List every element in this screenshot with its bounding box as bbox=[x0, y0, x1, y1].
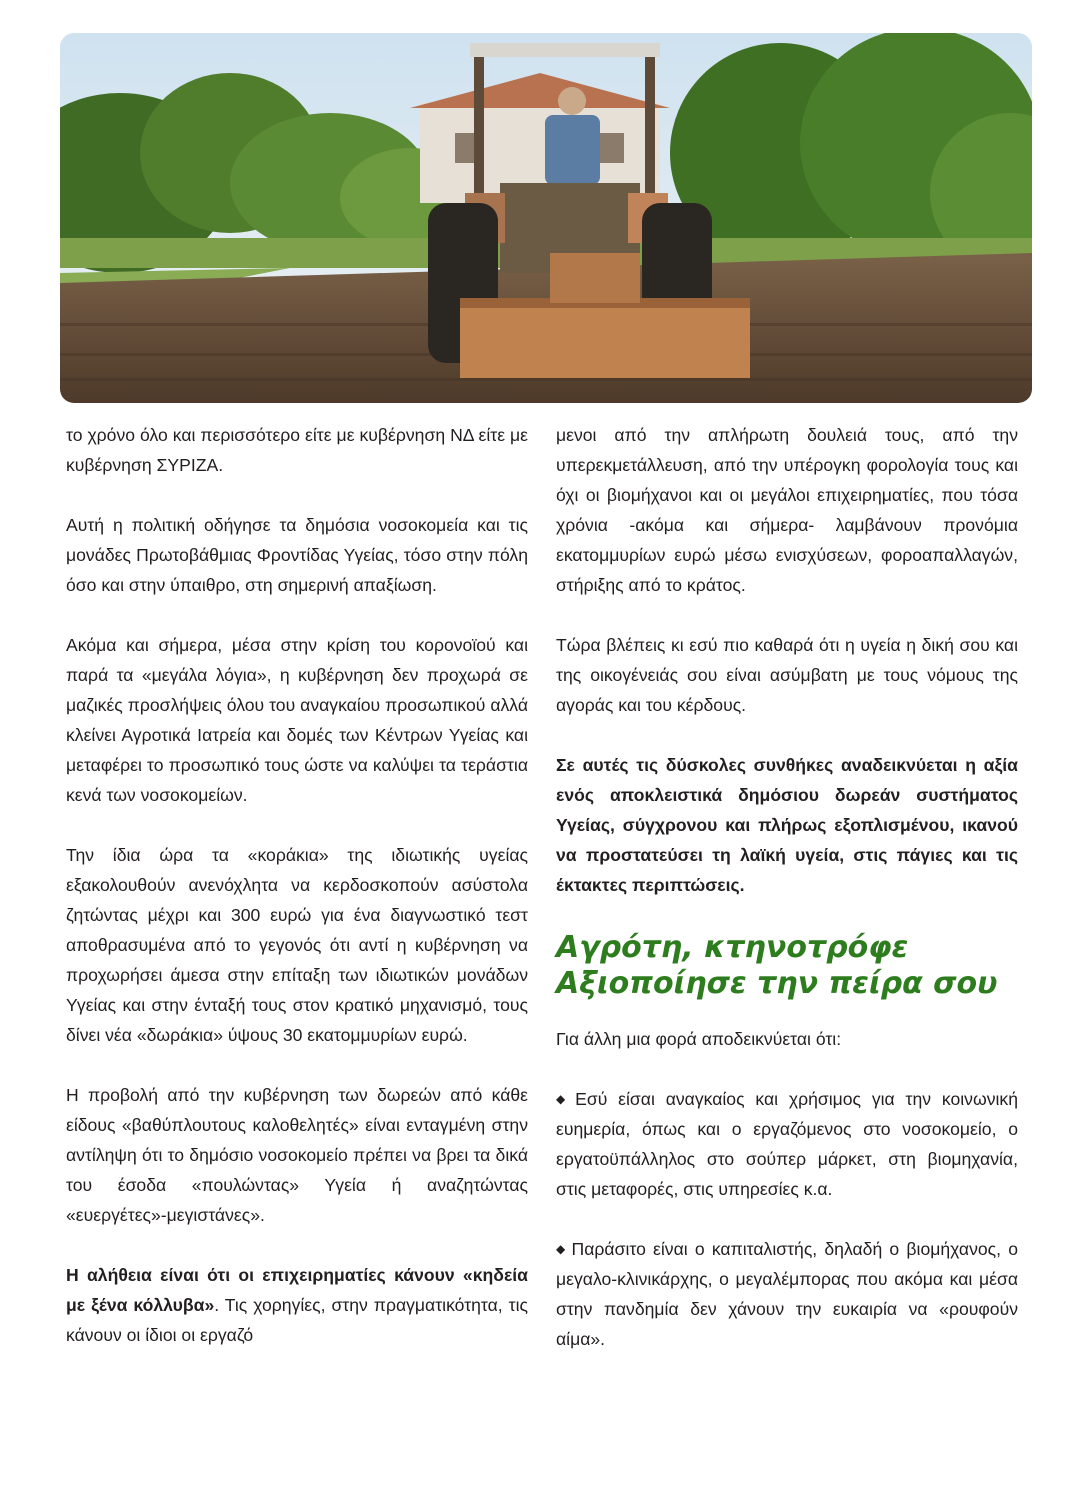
right-column bbox=[556, 420, 1018, 1354]
bullet-item-2 bbox=[556, 1234, 1018, 1354]
right-paragraph-1: μενοι από την απλήρωτη δουλειά τους, από την υπερεκμετάλλευση, από την υπέρογκη φορολογία τους και όχι οι βιομήχανοι και οι μεγάλοι επιχειρηματίες, που τόσα χρόνια -ακόμα και σήμερα- λαμβάνουν προνόμια εκατομμυρίων ευρώ μέσω ενισχύσεων, φοροαπαλλαγών, στήριξης από το κράτος. bbox=[556, 425, 1018, 595]
left-paragraph-6 bbox=[66, 1260, 528, 1350]
left-paragraph-2: Αυτή η πολιτική οδήγησε τα δημόσια νοσοκομεία και τις μονάδες Πρωτοβάθμιας Φροντίδας Υγείας, τόσο στην πόλη όσο και στην ύπαιθρο, στη σημερινή απαξίωση. bbox=[66, 515, 528, 595]
diamond-bullet-icon: ◆ bbox=[556, 1242, 568, 1256]
bullet-item-1-text: Εσύ είσαι αναγκαίος και χρήσιμος για την κοινωνική ευημερία, όπως και ο εργαζόμενος στο νοσοκομείο, ο εργατοϋπάλληλος στο σούπερ μάρκετ, στη βιομηχανία, στις μεταφορές, στις υπηρεσίες κ.α. bbox=[556, 1089, 1018, 1199]
intro-paragraph: Για άλλη μια φορά αποδεικνύεται ότι: bbox=[556, 1029, 842, 1049]
bullet-item-2-text: Παράσιτο είναι ο καπιταλιστής, δηλαδή ο βιομήχανος, ο μεγαλο-κλινικάρχης, ο μεγαλέμπορας που ακόμα και μέσα στην πανδημία δεν χάνουν την ευκαιρία να «ρουφούν αίμα». bbox=[556, 1239, 1019, 1349]
right-paragraph-3-bold: Σε αυτές τις δύσκολες συνθήκες αναδεικνύεται η αξία ενός αποκλειστικά δημόσιου δωρεάν συστήματος Υγείας, σύγχρονου και πλήρως εξοπλισμένου, ικανού να προστατεύσει τη λαϊκή υγεία, στις πάγιες και τις έκτακτες περιπτώσεις. bbox=[556, 755, 1018, 895]
left-paragraph-6-bold: Η αλήθεια είναι ότι οι επιχειρηματίες κάνουν «κηδεία με ξένα κόλλυβα» bbox=[66, 1265, 528, 1315]
section-heading-line-1: Αγρότη, κτηνοτρόφε bbox=[556, 930, 909, 965]
left-paragraph-3: Ακόμα και σήμερα, μέσα στην κρίση του κορονοϊού και παρά τα «μεγάλα λόγια», η κυβέρνηση δεν προχωρά σε μαζικές προσλήψεις όλου του αναγκαίου προσωπικού αλλά κλείνει Αγροτικά Ιατρεία και δομές των Κέντρων Υγείας και μεταφέρει το προσωπικό τους ώστε να καλύψει τα τεράστια κενά των νοσοκομείων. bbox=[66, 635, 528, 805]
right-paragraph-3 bbox=[556, 750, 1018, 900]
left-paragraph-4: Την ίδια ώρα τα «κοράκια» της ιδιωτικής υγείας εξακολουθούν ανενόχλητα να κερδοσκοπούν ασύστολα ζητώντας μέχρι και 300 ευρώ για ένα διαγνωστικό τεστ αποθρασυμένα από το γεγονός ότι αντί η κυβέρνηση να προχωρήσει άμεσα στην επίταξη των ιδιωτικών μονάδων Υγείας και στην ένταξή τους στον κρατικό μηχανισμό, τους δίνει νέα «δωράκια» ύψους 30 εκατομμυρίων ευρώ. bbox=[66, 845, 528, 1045]
left-paragraph-5: Η προβολή από την κυβέρνηση των δωρεών από κάθε είδους «βαθύπλουτους καλοθελητές» είναι ενταγμένη στην αντίληψη ότι το δημόσιο νοσοκομείο πρέπει να βρει τα δικά του έσοδα «πουλώντας» Υγεία ή αναζητώντας «ευεργέτες»-μεγιστάνες». bbox=[66, 1085, 528, 1225]
left-paragraph-1: το χρόνο όλο και περισσότερο είτε με κυβέρνηση ΝΔ είτε με κυβέρνηση ΣΥΡΙΖΑ. bbox=[66, 425, 528, 475]
section-heading bbox=[556, 930, 1018, 1002]
section-heading-line-2: Αξιοποίησε την πείρα σου bbox=[556, 966, 998, 1001]
right-paragraph-2: Τώρα βλέπεις κι εσύ πιο καθαρά ότι η υγεία η δική σου και της οικογένειάς σου είναι ασύμβατη με τους νόμους της αγοράς και του κέρδους. bbox=[556, 635, 1018, 715]
tractor-field-illustration bbox=[60, 33, 1032, 403]
left-column bbox=[66, 420, 528, 1350]
diamond-bullet-icon: ◆ bbox=[556, 1092, 572, 1106]
tractor-photo bbox=[60, 33, 1032, 403]
bullet-item-1 bbox=[556, 1084, 1018, 1204]
left-paragraph-6-rest: . Τις χορηγίες, στην πραγματικότητα, τις κάνουν οι ίδιοι οι εργαζό bbox=[66, 1295, 528, 1345]
